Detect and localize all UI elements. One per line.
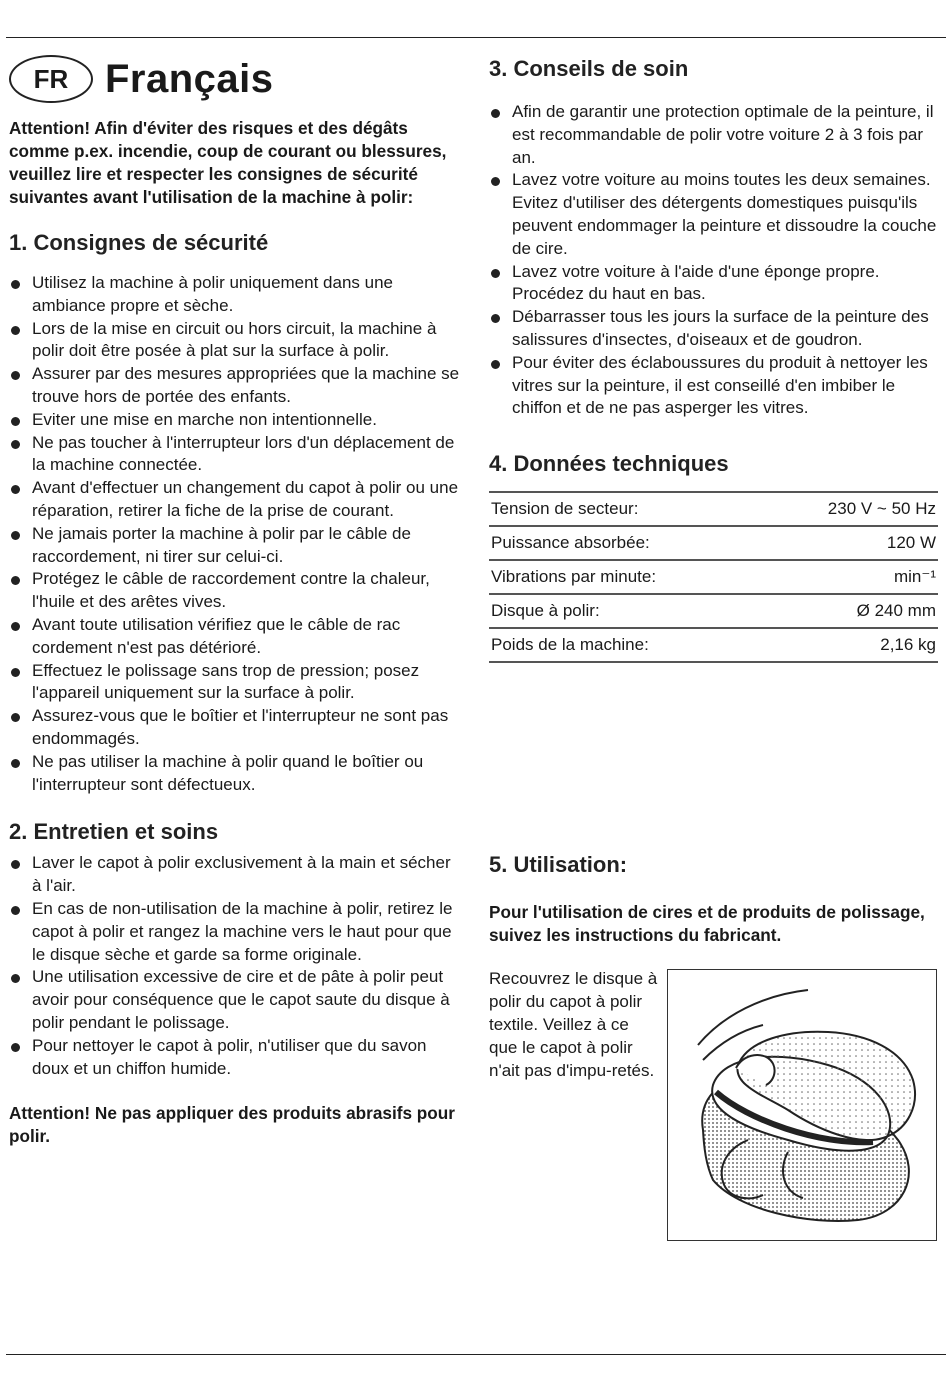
spec-label: Poids de la machine: [491, 635, 649, 655]
language-header [9, 55, 461, 103]
list-item: Pour nettoyer le capot à polir, n'utiliser que du savon doux et un chiffon humide. [9, 1035, 461, 1081]
right-column [489, 55, 939, 1241]
usage-illustration-row [489, 967, 939, 1241]
safety-section-title: 1. Consignes de sécurité [9, 230, 269, 255]
maintenance-section-title: 2. Entretien et soins [9, 819, 219, 845]
list-item: En cas de non-utilisation de la machine à polir, retirez le capot à polir et rangez la machine vers le haut pour que le disque sèche et garde sa forme originale. [9, 898, 461, 966]
list-item: Lavez votre voiture à l'aide d'une éponge propre. Procédez du haut en bas. [489, 261, 939, 307]
list-item: Pour éviter des éclaboussures du produit à nettoyer les vitres sur la peinture, il est conseillé d'en imbiber le chiffon et de ne pas asperger les vitres. [489, 352, 939, 420]
language-code-badge: FR [9, 55, 93, 103]
list-item: Ne pas toucher à l'interrupteur lors d'un déplacement de la machine connectée. [9, 432, 461, 478]
spec-value: 120 W [886, 533, 936, 553]
abrasive-warning: Attention! Ne pas appliquer des produits abrasifs pour polir. [9, 1103, 455, 1147]
care-list [489, 101, 939, 420]
table-row [489, 526, 938, 560]
list-item: Afin de garantir une protection optimale de la peinture, il est recommandable de polir votre voiture 2 à 3 fois par an. [489, 101, 939, 169]
table-row [489, 628, 938, 662]
maintenance-list [9, 852, 461, 1080]
list-item: Utilisez la machine à polir uniquement dans une ambiance propre et sèche. [9, 272, 461, 318]
page-title: Français [105, 56, 274, 101]
illustration-caption: Recouvrez le disque à polir du capot à polir textile. Veillez à ce que le capot à polir n'ait pas d'impu-retés. [489, 969, 658, 1081]
usage-section-title: 5. Utilisation: [489, 852, 628, 878]
list-item: Avant toute utilisation vérifiez que le câble de rac cordement n'est pas détérioré. [9, 614, 461, 660]
list-item: Ne pas utiliser la machine à polir quand le boîtier ou l'interrupteur sont défectueux. [9, 751, 461, 797]
spec-value: Ø 240 mm [856, 601, 936, 621]
left-column [9, 55, 461, 1148]
list-item: Lors de la mise en circuit ou hors circuit, la machine à polir doit être posée à plat sur la surface à polir. [9, 318, 461, 364]
list-item: Débarrasser tous les jours la surface de la peinture des salissures d'insectes, d'oiseaux et de goudron. [489, 306, 939, 352]
list-item: Une utilisation excessive de cire et de pâte à polir peut avoir pour conséquence que le capot saute du disque à polir pendant le polissage. [9, 966, 461, 1034]
list-item: Laver le capot à polir exclusivement à la main et sécher à l'air. [9, 852, 461, 898]
bottom-rule [6, 1354, 946, 1355]
top-rule [6, 37, 946, 38]
table-row [489, 492, 938, 526]
hand-on-polisher-drawing [668, 970, 935, 1239]
safety-list [9, 272, 461, 796]
spec-value: min⁻¹ [893, 567, 936, 587]
intro-warning: Attention! Afin d'éviter des risques et des dégâts comme p.ex. incendie, coup de courant ou blessures, veuillez lire et respecter les consignes de sécurité suivantes avant l'utilisation de la machine à polir: [9, 118, 447, 207]
spec-label: Puissance absorbée: [491, 533, 650, 553]
spec-value: 230 V ~ 50 Hz [827, 499, 936, 519]
list-item: Avant d'effectuer un changement du capot à polir ou une réparation, retirer la fiche de la prise de courant. [9, 477, 461, 523]
spec-label: Disque à polir: [491, 601, 600, 621]
spec-label: Vibrations par minute: [491, 567, 657, 587]
list-item: Ne jamais porter la machine à polir par le câble de raccordement, ni tirer sur celui-ci. [9, 523, 461, 569]
tech-section-title: 4. Données techniques [489, 451, 729, 477]
list-item: Assurez-vous que le boîtier et l'interrupteur ne sont pas endommagés. [9, 705, 461, 751]
list-item: Protégez le câble de raccordement contre la chaleur, l'huile et des arêtes vives. [9, 568, 461, 614]
tech-spec-table [489, 491, 938, 663]
polisher-illustration [667, 969, 937, 1241]
spec-value: 2,16 kg [880, 635, 936, 655]
list-item: Eviter une mise en marche non intentionnelle. [9, 409, 461, 432]
spec-label: Tension de secteur: [491, 499, 639, 519]
list-item: Assurer par des mesures appropriées que la machine se trouve hors de portée des enfants. [9, 363, 461, 409]
care-section-title: 3. Conseils de soin [489, 56, 689, 81]
list-item: Effectuez le polissage sans trop de pression; posez l'appareil uniquement sur la surface à polir. [9, 660, 461, 706]
table-row [489, 594, 938, 628]
table-row [489, 560, 938, 594]
usage-intro: Pour l'utilisation de cires et de produits de polissage, suivez les instructions du fabricant. [489, 902, 925, 946]
list-item: Lavez votre voiture au moins toutes les deux semaines. Evitez d'utiliser des détergents domestiques puisqu'ils peuvent endommager la peinture et dissoudre la couche de cire. [489, 169, 939, 260]
